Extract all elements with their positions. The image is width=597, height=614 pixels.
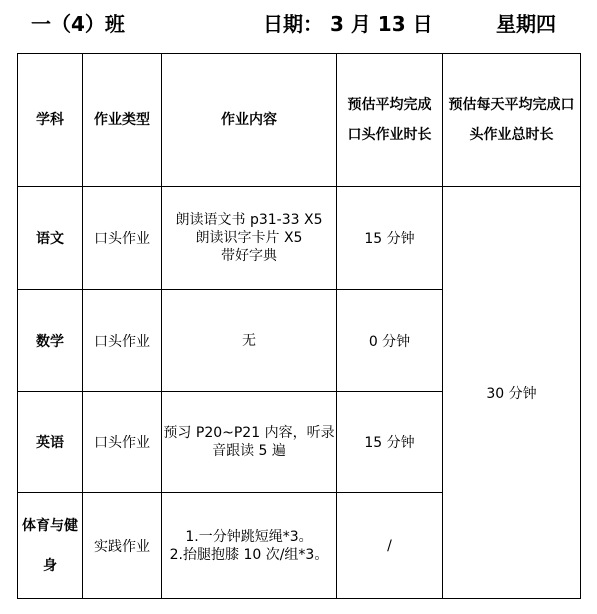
duration-cell: 15 分钟 — [337, 392, 443, 493]
content-line: 预习 P20~P21 内容，听录 — [163, 425, 335, 441]
content-cell — [162, 493, 337, 599]
subject-cell: 语文 — [18, 187, 83, 290]
col-header-type: 作业类型 — [83, 54, 162, 187]
col-header-total-text: 预估每天平均完成口头作业总时长 — [448, 97, 575, 143]
col-header-content: 作业内容 — [162, 54, 337, 187]
subject-cell-text: 体育与健身 — [22, 517, 78, 574]
content-line: 1.一分钟跳短绳*3。 — [185, 528, 313, 545]
content-line: 朗读语文书 p31-33 X5 — [175, 212, 323, 228]
homework-table — [17, 53, 581, 599]
type-cell: 实践作业 — [83, 493, 162, 599]
subject-cell — [18, 493, 83, 599]
subject-cell: 数学 — [18, 290, 83, 392]
col-header-duration-text: 预估平均完成口头作业时长 — [347, 97, 432, 143]
type-cell: 口头作业 — [83, 187, 162, 290]
table-header-row — [18, 54, 581, 187]
duration-cell: 0 分钟 — [337, 290, 443, 392]
duration-cell: / — [337, 493, 443, 599]
weekday-label: 星期四 — [496, 12, 556, 36]
content-line: 2.抬腿抱膝 10 次/组*3。 — [169, 546, 329, 563]
col-header-duration — [337, 54, 443, 187]
content-line: 带好字典 — [221, 248, 277, 264]
page-header — [0, 0, 597, 46]
type-cell: 口头作业 — [83, 392, 162, 493]
class-name: 一（4）班 — [31, 12, 125, 36]
subject-cell: 英语 — [18, 392, 83, 493]
content-cell — [162, 392, 337, 493]
content-line: 音跟读 5 遍 — [212, 443, 286, 459]
col-header-total — [443, 54, 581, 187]
content-line: 无 — [242, 332, 256, 349]
content-cell — [162, 187, 337, 290]
type-cell: 口头作业 — [83, 290, 162, 392]
duration-cell: 15 分钟 — [337, 187, 443, 290]
content-line: 朗读识字卡片 X5 — [195, 230, 303, 246]
col-header-subject: 学科 — [18, 54, 83, 187]
date-label: 日期： 3 月 13 日 — [263, 12, 433, 36]
table-row — [18, 187, 581, 290]
content-cell — [162, 290, 337, 392]
total-duration-cell: 30 分钟 — [443, 187, 581, 599]
